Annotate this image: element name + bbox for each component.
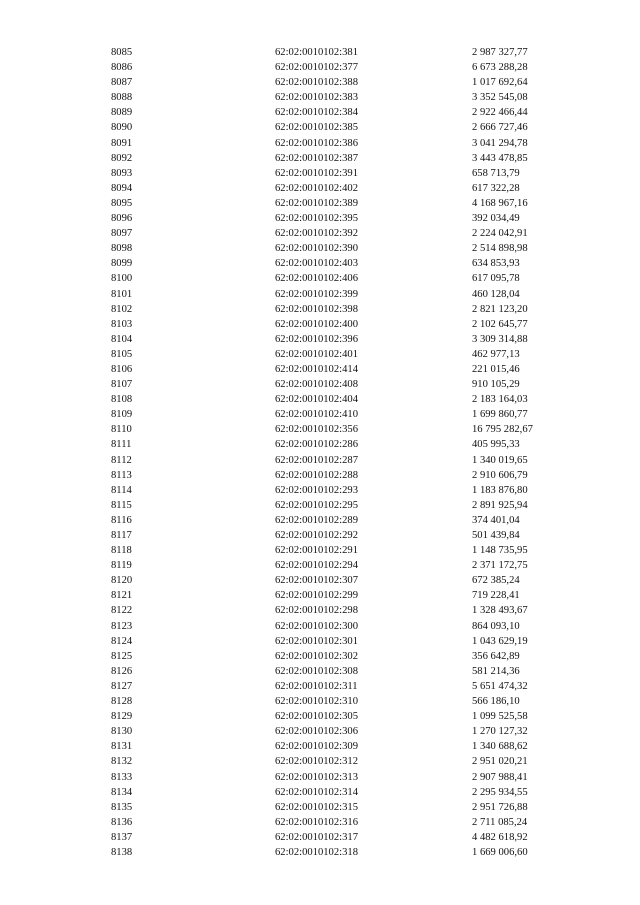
- row-number: 8101: [111, 288, 133, 300]
- cadastral-number: 62:02:0010102:400: [275, 318, 358, 330]
- cadastral-value: 1 328 493,67: [472, 605, 528, 617]
- cadastral-value: 634 853,93: [472, 258, 520, 270]
- cadastral-number: 62:02:0010102:315: [275, 801, 358, 813]
- row-number: 8089: [111, 107, 133, 119]
- cadastral-value: 1 017 692,64: [472, 77, 528, 89]
- cadastral-number: 62:02:0010102:383: [275, 92, 358, 104]
- cadastral-number: 62:02:0010102:307: [275, 575, 358, 587]
- table-row: [0, 422, 640, 437]
- row-number: 8131: [111, 741, 133, 753]
- cadastral-number: 62:02:0010102:293: [275, 484, 358, 496]
- cadastral-number: 62:02:0010102:311: [275, 680, 358, 692]
- cadastral-number: 62:02:0010102:399: [275, 288, 358, 300]
- cadastral-value: 1 669 006,60: [472, 846, 528, 858]
- row-number: 8106: [111, 363, 133, 375]
- table-row: [0, 800, 640, 815]
- row-number: 8111: [111, 439, 132, 451]
- cadastral-value: 2 987 327,77: [472, 47, 528, 58]
- cadastral-value: 460 128,04: [472, 288, 520, 300]
- table-row: [0, 196, 640, 211]
- table-row: [0, 724, 640, 739]
- cadastral-number: 62:02:0010102:390: [275, 243, 358, 255]
- table-row: [0, 468, 640, 483]
- table-row: [0, 830, 640, 845]
- row-number: 8120: [111, 575, 133, 587]
- row-number: 8136: [111, 816, 133, 828]
- cadastral-value: 6 673 288,28: [472, 62, 528, 74]
- row-number: 8137: [111, 831, 133, 843]
- cadastral-number: 62:02:0010102:391: [275, 167, 358, 179]
- row-number: 8090: [111, 122, 133, 134]
- data-table: [0, 45, 640, 860]
- table-row: [0, 453, 640, 468]
- row-number: 8104: [111, 333, 133, 345]
- cadastral-value: 1 270 127,32: [472, 726, 528, 738]
- cadastral-number: 62:02:0010102:402: [275, 182, 358, 194]
- row-number: 8108: [111, 394, 133, 406]
- table-row: [0, 679, 640, 694]
- cadastral-number: 62:02:0010102:300: [275, 620, 358, 632]
- cadastral-number: 62:02:0010102:288: [275, 469, 358, 481]
- table-row: [0, 709, 640, 724]
- cadastral-value: 2 666 727,46: [472, 122, 528, 134]
- cadastral-value: 581 214,36: [472, 665, 520, 677]
- cadastral-number: 62:02:0010102:414: [275, 363, 358, 375]
- table-row: [0, 271, 640, 286]
- cadastral-number: 62:02:0010102:396: [275, 333, 358, 345]
- row-number: 8112: [111, 454, 132, 466]
- cadastral-value: 356 642,89: [472, 650, 520, 662]
- row-number: 8095: [111, 197, 133, 209]
- cadastral-value: 2 183 164,03: [472, 394, 528, 406]
- row-number: 8098: [111, 243, 133, 255]
- cadastral-number: 62:02:0010102:318: [275, 846, 358, 858]
- cadastral-value: 1 340 019,65: [472, 454, 528, 466]
- cadastral-number: 62:02:0010102:387: [275, 152, 358, 164]
- cadastral-number: 62:02:0010102:309: [275, 741, 358, 753]
- cadastral-number: 62:02:0010102:301: [275, 635, 358, 647]
- table-row: [0, 785, 640, 800]
- cadastral-value: 617 095,78: [472, 273, 520, 285]
- table-row: [0, 634, 640, 649]
- cadastral-value: 2 922 466,44: [472, 107, 528, 119]
- table-row: [0, 151, 640, 166]
- cadastral-value: 3 309 314,88: [472, 333, 528, 345]
- cadastral-number: 62:02:0010102:384: [275, 107, 358, 119]
- cadastral-number: 62:02:0010102:299: [275, 590, 358, 602]
- row-number: 8099: [111, 258, 133, 270]
- table-row: [0, 166, 640, 181]
- table-row: [0, 256, 640, 271]
- cadastral-value: 501 439,84: [472, 530, 520, 541]
- cadastral-value: 2 224 042,91: [472, 228, 528, 240]
- cadastral-value: 16 795 282,67: [472, 424, 533, 436]
- table-row: [0, 770, 640, 785]
- cadastral-number: 62:02:0010102:294: [275, 560, 358, 572]
- cadastral-number: 62:02:0010102:386: [275, 137, 358, 149]
- cadastral-number: 62:02:0010102:316: [275, 816, 358, 828]
- table-row: [0, 317, 640, 332]
- cadastral-value: 3 041 294,78: [472, 137, 528, 149]
- cadastral-number: 62:02:0010102:404: [275, 394, 358, 406]
- cadastral-number: 62:02:0010102:287: [275, 454, 358, 466]
- table-row: [0, 754, 640, 769]
- row-number: 8088: [111, 92, 133, 104]
- cadastral-value: 864 093,10: [472, 620, 520, 632]
- row-number: 8122: [111, 605, 133, 617]
- table-row: [0, 619, 640, 634]
- cadastral-number: 62:02:0010102:408: [275, 379, 358, 391]
- row-number: 8092: [111, 152, 133, 164]
- table-row: [0, 60, 640, 75]
- cadastral-value: 2 102 645,77: [472, 318, 528, 330]
- cadastral-number: 62:02:0010102:381: [275, 47, 358, 58]
- table-row: [0, 603, 640, 618]
- cadastral-number: 62:02:0010102:298: [275, 605, 358, 617]
- row-number: 8128: [111, 696, 133, 708]
- table-row: [0, 211, 640, 226]
- cadastral-number: 62:02:0010102:377: [275, 62, 358, 74]
- table-row: [0, 347, 640, 362]
- row-number: 8085: [111, 47, 133, 58]
- cadastral-value: 4 482 618,92: [472, 831, 528, 843]
- cadastral-value: 3 352 545,08: [472, 92, 528, 104]
- cadastral-number: 62:02:0010102:392: [275, 228, 358, 240]
- cadastral-value: 374 401,04: [472, 514, 520, 526]
- cadastral-value: 392 034,49: [472, 213, 520, 225]
- row-number: 8097: [111, 228, 133, 240]
- table-row: [0, 75, 640, 90]
- cadastral-number: 62:02:0010102:286: [275, 439, 358, 451]
- row-number: 8103: [111, 318, 133, 330]
- cadastral-value: 719 228,41: [472, 590, 520, 602]
- cadastral-value: 672 385,24: [472, 575, 520, 587]
- row-number: 8113: [111, 469, 132, 481]
- table-row: [0, 45, 640, 60]
- row-number: 8093: [111, 167, 133, 179]
- table-row: [0, 573, 640, 588]
- cadastral-value: 1 099 525,58: [472, 711, 528, 723]
- cadastral-number: 62:02:0010102:356: [275, 424, 358, 436]
- cadastral-number: 62:02:0010102:310: [275, 696, 358, 708]
- row-number: 8132: [111, 756, 133, 768]
- cadastral-value: 566 186,10: [472, 696, 520, 708]
- cadastral-value: 1 699 860,77: [472, 409, 528, 421]
- table-row: [0, 649, 640, 664]
- cadastral-value: 5 651 474,32: [472, 680, 528, 692]
- table-row: [0, 181, 640, 196]
- table-row: [0, 558, 640, 573]
- cadastral-number: 62:02:0010102:406: [275, 273, 358, 285]
- row-number: 8087: [111, 77, 133, 89]
- cadastral-number: 62:02:0010102:305: [275, 711, 358, 723]
- table-row: [0, 483, 640, 498]
- cadastral-value: 1 043 629,19: [472, 635, 528, 647]
- cadastral-number: 62:02:0010102:306: [275, 726, 358, 738]
- table-row: [0, 120, 640, 135]
- cadastral-value: 2 891 925,94: [472, 499, 528, 511]
- row-number: 8100: [111, 273, 133, 285]
- cadastral-number: 62:02:0010102:410: [275, 409, 358, 421]
- cadastral-value: 2 907 988,41: [472, 771, 528, 783]
- row-number: 8138: [111, 846, 133, 858]
- row-number: 8124: [111, 635, 133, 647]
- row-number: 8091: [111, 137, 133, 149]
- table-row: [0, 136, 640, 151]
- row-number: 8133: [111, 771, 133, 783]
- row-number: 8094: [111, 182, 133, 194]
- table-row: [0, 664, 640, 679]
- table-row: [0, 105, 640, 120]
- cadastral-value: 2 371 172,75: [472, 560, 528, 572]
- row-number: 8127: [111, 680, 133, 692]
- cadastral-number: 62:02:0010102:398: [275, 303, 358, 315]
- cadastral-number: 62:02:0010102:289: [275, 514, 358, 526]
- table-row: [0, 332, 640, 347]
- cadastral-number: 62:02:0010102:291: [275, 545, 358, 557]
- cadastral-number: 62:02:0010102:401: [275, 348, 358, 360]
- cadastral-number: 62:02:0010102:292: [275, 530, 358, 541]
- cadastral-value: 3 443 478,85: [472, 152, 528, 164]
- row-number: 8116: [111, 514, 132, 526]
- row-number: 8102: [111, 303, 133, 315]
- row-number: 8118: [111, 545, 132, 557]
- cadastral-number: 62:02:0010102:389: [275, 197, 358, 209]
- row-number: 8125: [111, 650, 133, 662]
- cadastral-value: 2 951 726,88: [472, 801, 528, 813]
- cadastral-value: 2 711 085,24: [472, 816, 528, 828]
- row-number: 8096: [111, 213, 133, 225]
- table-row: [0, 588, 640, 603]
- cadastral-value: 2 951 020,21: [472, 756, 528, 768]
- cadastral-number: 62:02:0010102:317: [275, 831, 358, 843]
- table-row: [0, 362, 640, 377]
- row-number: 8119: [111, 560, 132, 572]
- cadastral-value: 221 015,46: [472, 363, 520, 375]
- table-row: [0, 241, 640, 256]
- cadastral-value: 1 148 735,95: [472, 545, 528, 557]
- cadastral-value: 4 168 967,16: [472, 197, 528, 209]
- cadastral-value: 2 514 898,98: [472, 243, 528, 255]
- cadastral-value: 2 821 123,20: [472, 303, 528, 315]
- cadastral-number: 62:02:0010102:395: [275, 213, 358, 225]
- row-number: 8086: [111, 62, 133, 74]
- table-row: [0, 437, 640, 452]
- cadastral-value: 2 295 934,55: [472, 786, 528, 798]
- table-row: [0, 528, 640, 543]
- row-number: 8126: [111, 665, 133, 677]
- cadastral-value: 1 340 688,62: [472, 741, 528, 753]
- row-number: 8107: [111, 379, 133, 391]
- cadastral-number: 62:02:0010102:295: [275, 499, 358, 511]
- cadastral-number: 62:02:0010102:385: [275, 122, 358, 134]
- cadastral-number: 62:02:0010102:308: [275, 665, 358, 677]
- row-number: 8109: [111, 409, 133, 421]
- cadastral-value: 658 713,79: [472, 167, 520, 179]
- table-row: [0, 845, 640, 860]
- table-row: [0, 739, 640, 754]
- table-row: [0, 498, 640, 513]
- table-row: [0, 302, 640, 317]
- cadastral-value: 617 322,28: [472, 182, 520, 194]
- cadastral-number: 62:02:0010102:312: [275, 756, 358, 768]
- table-row: [0, 694, 640, 709]
- row-number: 8117: [111, 530, 132, 541]
- row-number: 8105: [111, 348, 133, 360]
- cadastral-value: 2 910 606,79: [472, 469, 528, 481]
- table-row: [0, 543, 640, 558]
- table-row: [0, 377, 640, 392]
- row-number: 8110: [111, 424, 132, 436]
- cadastral-number: 62:02:0010102:313: [275, 771, 358, 783]
- cadastral-value: 462 977,13: [472, 348, 520, 360]
- cadastral-value: 405 995,33: [472, 439, 520, 451]
- cadastral-number: 62:02:0010102:302: [275, 650, 358, 662]
- table-row: [0, 392, 640, 407]
- cadastral-number: 62:02:0010102:388: [275, 77, 358, 89]
- cadastral-number: 62:02:0010102:403: [275, 258, 358, 270]
- row-number: 8135: [111, 801, 133, 813]
- row-number: 8134: [111, 786, 133, 798]
- table-row: [0, 90, 640, 105]
- row-number: 8115: [111, 499, 132, 511]
- table-row: [0, 226, 640, 241]
- row-number: 8129: [111, 711, 133, 723]
- cadastral-value: 910 105,29: [472, 379, 520, 391]
- cadastral-value: 1 183 876,80: [472, 484, 528, 496]
- row-number: 8123: [111, 620, 133, 632]
- row-number: 8121: [111, 590, 133, 602]
- row-number: 8130: [111, 726, 133, 738]
- table-row: [0, 513, 640, 528]
- row-number: 8114: [111, 484, 132, 496]
- table-row: [0, 407, 640, 422]
- table-row: [0, 287, 640, 302]
- cadastral-number: 62:02:0010102:314: [275, 786, 358, 798]
- table-row: [0, 815, 640, 830]
